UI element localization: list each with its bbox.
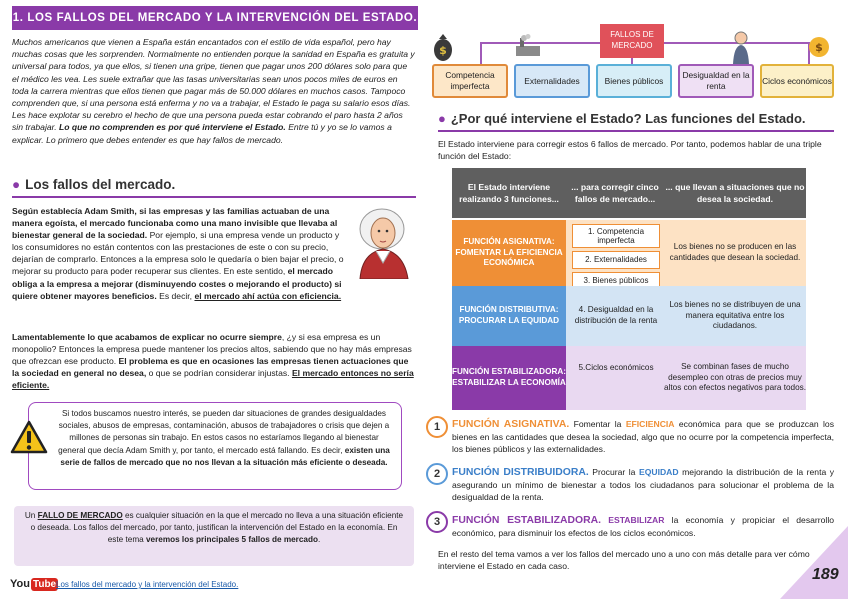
def-term: FALLO DE MERCADO [37, 511, 123, 520]
table-row-distributiva: FUNCIÓN DISTRIBUTIVA: PROCURAR LA EQUIDAD [452, 286, 566, 346]
map-item-bienes-publicos: Bienes públicos [596, 64, 672, 98]
function-asignativa [452, 418, 834, 455]
map-item-ciclos: Ciclos económicos [760, 64, 834, 98]
p1-bold1: Según establecía Adam Smith, si las empresas y las familias actuaban de una manera egoísta, el mercado funcionaba como una mano invisible que llevaba al bienestar general de la sociedad. [12, 206, 338, 241]
funciones-intro: El Estado interviene para corregir estos 6 fallos de mercado. Por tanto, podemos hablar de una triple función del Estado: [438, 139, 822, 161]
map-item-competencia: Competencia imperfecta [432, 64, 508, 98]
section-header-title: 1. LOS FALLOS DEL MERCADO Y LA INTERVENCIÓN DEL ESTADO. [12, 12, 418, 24]
table-row-estabilizadora: FUNCIÓN ESTABILIZADORA: ESTABILIZAR LA ECONOMÍA [452, 346, 566, 410]
p2-bold2: El problema es que en ocasiones las empresas tienen actuaciones que la sociedad en general no desea, [12, 356, 409, 379]
pollution-icon [514, 34, 542, 58]
p2-text2: o que se podrían considerar injustas. [148, 368, 290, 379]
number-badge: 3 [426, 511, 448, 533]
function-distribuidora [452, 466, 834, 503]
fallos-paragraph-1-wrap [12, 205, 350, 302]
youtube-logo-icon[interactable] [10, 576, 57, 592]
section-header [12, 6, 418, 30]
function-t1: Procurar la [592, 467, 636, 477]
table-cell-situacion-2: Los bienes no se distribuyen de una manera equitativa entre los ciudadanos. [664, 286, 806, 346]
fallo-item: 4. Desigualdad en la distribución de la renta [574, 305, 658, 325]
svg-text:$: $ [815, 41, 823, 54]
table-cell-situacion-1: Los bienes no se producen en las cantidades que desean la sociedad. [664, 220, 806, 286]
fallo-item: 5.Ciclos económicos [578, 362, 654, 372]
table-header: ... para corregir cinco fallos de mercado... [566, 168, 664, 218]
table-header: ... que llevan a situaciones que no desea la sociedad. [664, 168, 806, 218]
function-title: FUNCIÓN ESTABILIZADORA. [452, 515, 601, 526]
concept-map-top: FALLOS DE MERCADO [600, 24, 664, 58]
table-cell-situacion-3: Se combinan fases de mucho desempleo con otras de precios muy altos con efectos negativos para todos. [664, 346, 806, 410]
fallo-item: 3. Bienes públicos [572, 272, 660, 290]
function-t2: la economía y propiciar el desarrollo económico, para disminuir los efectos de los ciclos económicos. [452, 515, 835, 538]
p1-underline: el mercado ahí actúa con eficiencia. [194, 290, 342, 301]
warning-bold: existen una serie de fallos de mercado que no nos llevan a la situación más eficiente o deseada. [60, 445, 390, 467]
warning-box [28, 402, 402, 490]
map-item-desigualdad: Desigualdad en la renta [678, 64, 754, 98]
function-t1: Fomentar la [573, 419, 622, 429]
function-t2: mejorando la distribución de la renta y asegurando un mínimo de bienestar a todos los ciudadanos para solucionar el problema de la desigualdad de la renta. [452, 467, 835, 502]
def-t3: . [317, 535, 321, 544]
divider-2 [438, 130, 834, 132]
fallo-item: 2. Externalidades [572, 251, 660, 269]
function-keyword: ESTABILIZAR [608, 515, 665, 525]
p2-text1: , ¿y si esa empresa es un monopolio? Entonces la empresa puede mantener los precios altos, sabiendo que no hay más empresas que ofrezcan ese producto. [12, 332, 412, 367]
intro-text: Muchos americanos que vienen a España están encantados con el estilo de vida español, pero hay muchas cosas que les sorprenden. Normalmente no entienden porque la sanidad en España es gratuita y universal para todos, ya que ellos, si tienen una gripe, tienen que pagar unos 200 dólares solo para que el médico les vea. Les suele extrañar que las tasas universitarias sean unos pocos miles de euros en toda la carrera mientras que ellos tienen que pagar más de 50.000 dólares en muchos casos. Tampoco comprenden que, si una persona está enferma y no va a trabajar, el Estado le paga su salario esos días. Les hace explotar su cerebro el hecho de que una persona pueda estar cobrando el paro hasta 2 años sin trabajar. [12, 37, 415, 133]
youtube-link[interactable]: Los fallos del mercado y la intervención del Estado. [56, 580, 239, 589]
p2-bold1: Lamentablemente lo que acabamos de explicar no ocurre siempre [12, 332, 282, 342]
warning-icon [10, 420, 48, 454]
function-title: FUNCIÓN ASIGNATIVA. [452, 419, 570, 430]
youtube-you: You [10, 578, 30, 590]
warning-text: Si todos buscamos nuestro interés, se pueden dar situaciones de grandes desigualdades sociales, abusos de empresas, contaminación, abusos de trabajadores o crisis que dejen a millones de personas sin trabajo. En estos casos no estaríamos llegando al bienestar general que decía Adam Smith y, por tanto, el mercado está fallando. Es decir, [58, 409, 390, 455]
p1-text2: Es decir, [159, 290, 193, 301]
money-bag-figure-icon-2 [808, 30, 830, 64]
map-item-externalidades: Externalidades [514, 64, 590, 98]
divider [12, 196, 416, 198]
fallos-paragraph-2 [12, 331, 416, 391]
function-keyword: EQUIDAD [638, 467, 679, 477]
number-badge: 2 [426, 463, 448, 485]
fallos-title-text: Los fallos del mercado. [25, 177, 176, 192]
money-bag-figure-icon [432, 30, 454, 64]
table-header: El Estado interviene realizando 3 funciones... [452, 168, 566, 218]
funciones-title: ● ¿Por qué interviene el Estado? Las funciones del Estado. [438, 111, 806, 126]
svg-text:$: $ [439, 44, 447, 57]
number-badge: 1 [426, 416, 448, 438]
def-bold: veremos los principales 5 fallos de mercado [145, 535, 318, 544]
p1-text1: Por ejemplo, si una empresa vende un producto y los consumidores no están contentos con las prestaciones de este o con su precio, dejarían de comprarlo. Entonces a la empresa solo le quedaría o bien bajar el precio, o mejorar su producto para poder recuperar sus clientes. En este sentido, [12, 230, 344, 277]
def-t2: es cualquier situación en la que el mercado no lleva a una situación eficiente o deseada. Los fallos del mercado, por tanto, justifican la intervención del Estado en la economía. En este tema [30, 511, 404, 544]
adam-smith-portrait-icon [352, 203, 414, 279]
function-keyword: EFICIENCIA [625, 419, 675, 429]
p2-underline: El mercado entonces no sería eficiente. [12, 368, 414, 391]
intro-paragraph [12, 36, 416, 146]
function-t2: económica para que se produzcan los bienes en las cantidades que desea la sociedad, algo que no ocurre por la competencia imperfecta, los bienes públicos y las externalidades. [452, 419, 835, 454]
def-t1: Un [24, 511, 36, 520]
p1-bold2: el mercado obliga a la empresa a mejorar (disminuyendo costes o mejorando el producto) si quiere obtener mayores beneficios. [12, 266, 342, 301]
closing-paragraph: En el resto del tema vamos a ver los fallos del mercado uno a uno con más detalle para ver cómo interviene el Estado en cada caso. [438, 549, 810, 571]
definition-box [14, 506, 414, 566]
fallo-item: 1. Competencia imperfecta [572, 224, 660, 248]
funciones-title-text: ¿Por qué interviene el Estado? Las funciones del Estado. [450, 111, 806, 126]
page-number: 189 [812, 566, 839, 583]
function-title: FUNCIÓN DISTRIBUIDORA. [452, 467, 589, 478]
function-estabilizadora [452, 514, 834, 539]
fallos-title: ● Los fallos del mercado. [12, 177, 176, 192]
youtube-tube: Tube [32, 578, 57, 590]
table-row-asignativa: FUNCIÓN ASIGNATIVA: FOMENTAR LA EFICIENCIA ECONÓMICA [452, 220, 566, 286]
intro-end: Entre tú y yo se lo vamos a explicar. Lo primero que debes entender es que hay fallos de mercado. [12, 122, 392, 145]
intro-bold: Lo que no comprenden es por qué interviene el Estado. [58, 122, 286, 133]
person-figure-icon [730, 30, 752, 64]
